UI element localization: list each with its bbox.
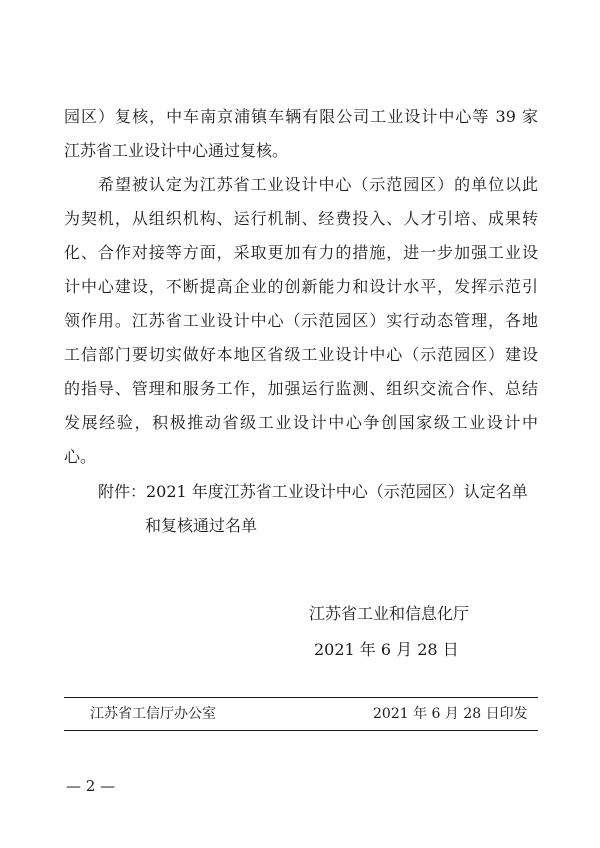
body-line: 为契机，从组织机构、运行机制、经费投入、人才引培、成果转 <box>64 209 538 228</box>
issuer-name: 江苏省工业和信息化厅 <box>309 604 470 623</box>
body-line: 江苏省工业设计中心通过复核。 <box>64 141 289 160</box>
body-line: 的指导、管理和服务工作，加强运行监测、组织交流合作、总结 <box>64 379 538 398</box>
footer-printed-date: 2021 年 6 月 28 日印发 <box>373 706 528 722</box>
attachment-line: 附件：2021 年度江苏省工业设计中心（示范园区）认定名单 <box>98 482 528 501</box>
body-line: 希望被认定为江苏省工业设计中心（示范园区）的单位以此 <box>98 175 538 194</box>
body-line: 园区）复核，中车南京浦镇车辆有限公司工业设计中心等 39 家 <box>64 107 538 126</box>
footer-office: 江苏省工信厅办公室 <box>90 706 216 722</box>
attachment-line: 和复核通过名单 <box>145 516 258 535</box>
body-line: 发展经验，积极推动省级工业设计中心争创国家级工业设计中 <box>64 413 538 432</box>
footer-top-rule <box>64 697 538 698</box>
body-line: 心。 <box>64 447 97 466</box>
body-line: 化、合作对接等方面，采取更加有力的措施，进一步加强工业设 <box>64 243 538 262</box>
issue-date: 2021 年 6 月 28 日 <box>314 640 459 659</box>
body-line: 领作用。江苏省工业设计中心（示范园区）实行动态管理，各地 <box>64 311 538 330</box>
page-number: — 2 — <box>66 777 116 795</box>
body-line: 计中心建设，不断提高企业的创新能力和设计水平，发挥示范引 <box>64 277 538 296</box>
body-line: 工信部门要切实做好本地区省级工业设计中心（示范园区）建设 <box>64 345 538 364</box>
footer-bottom-rule <box>64 730 538 731</box>
